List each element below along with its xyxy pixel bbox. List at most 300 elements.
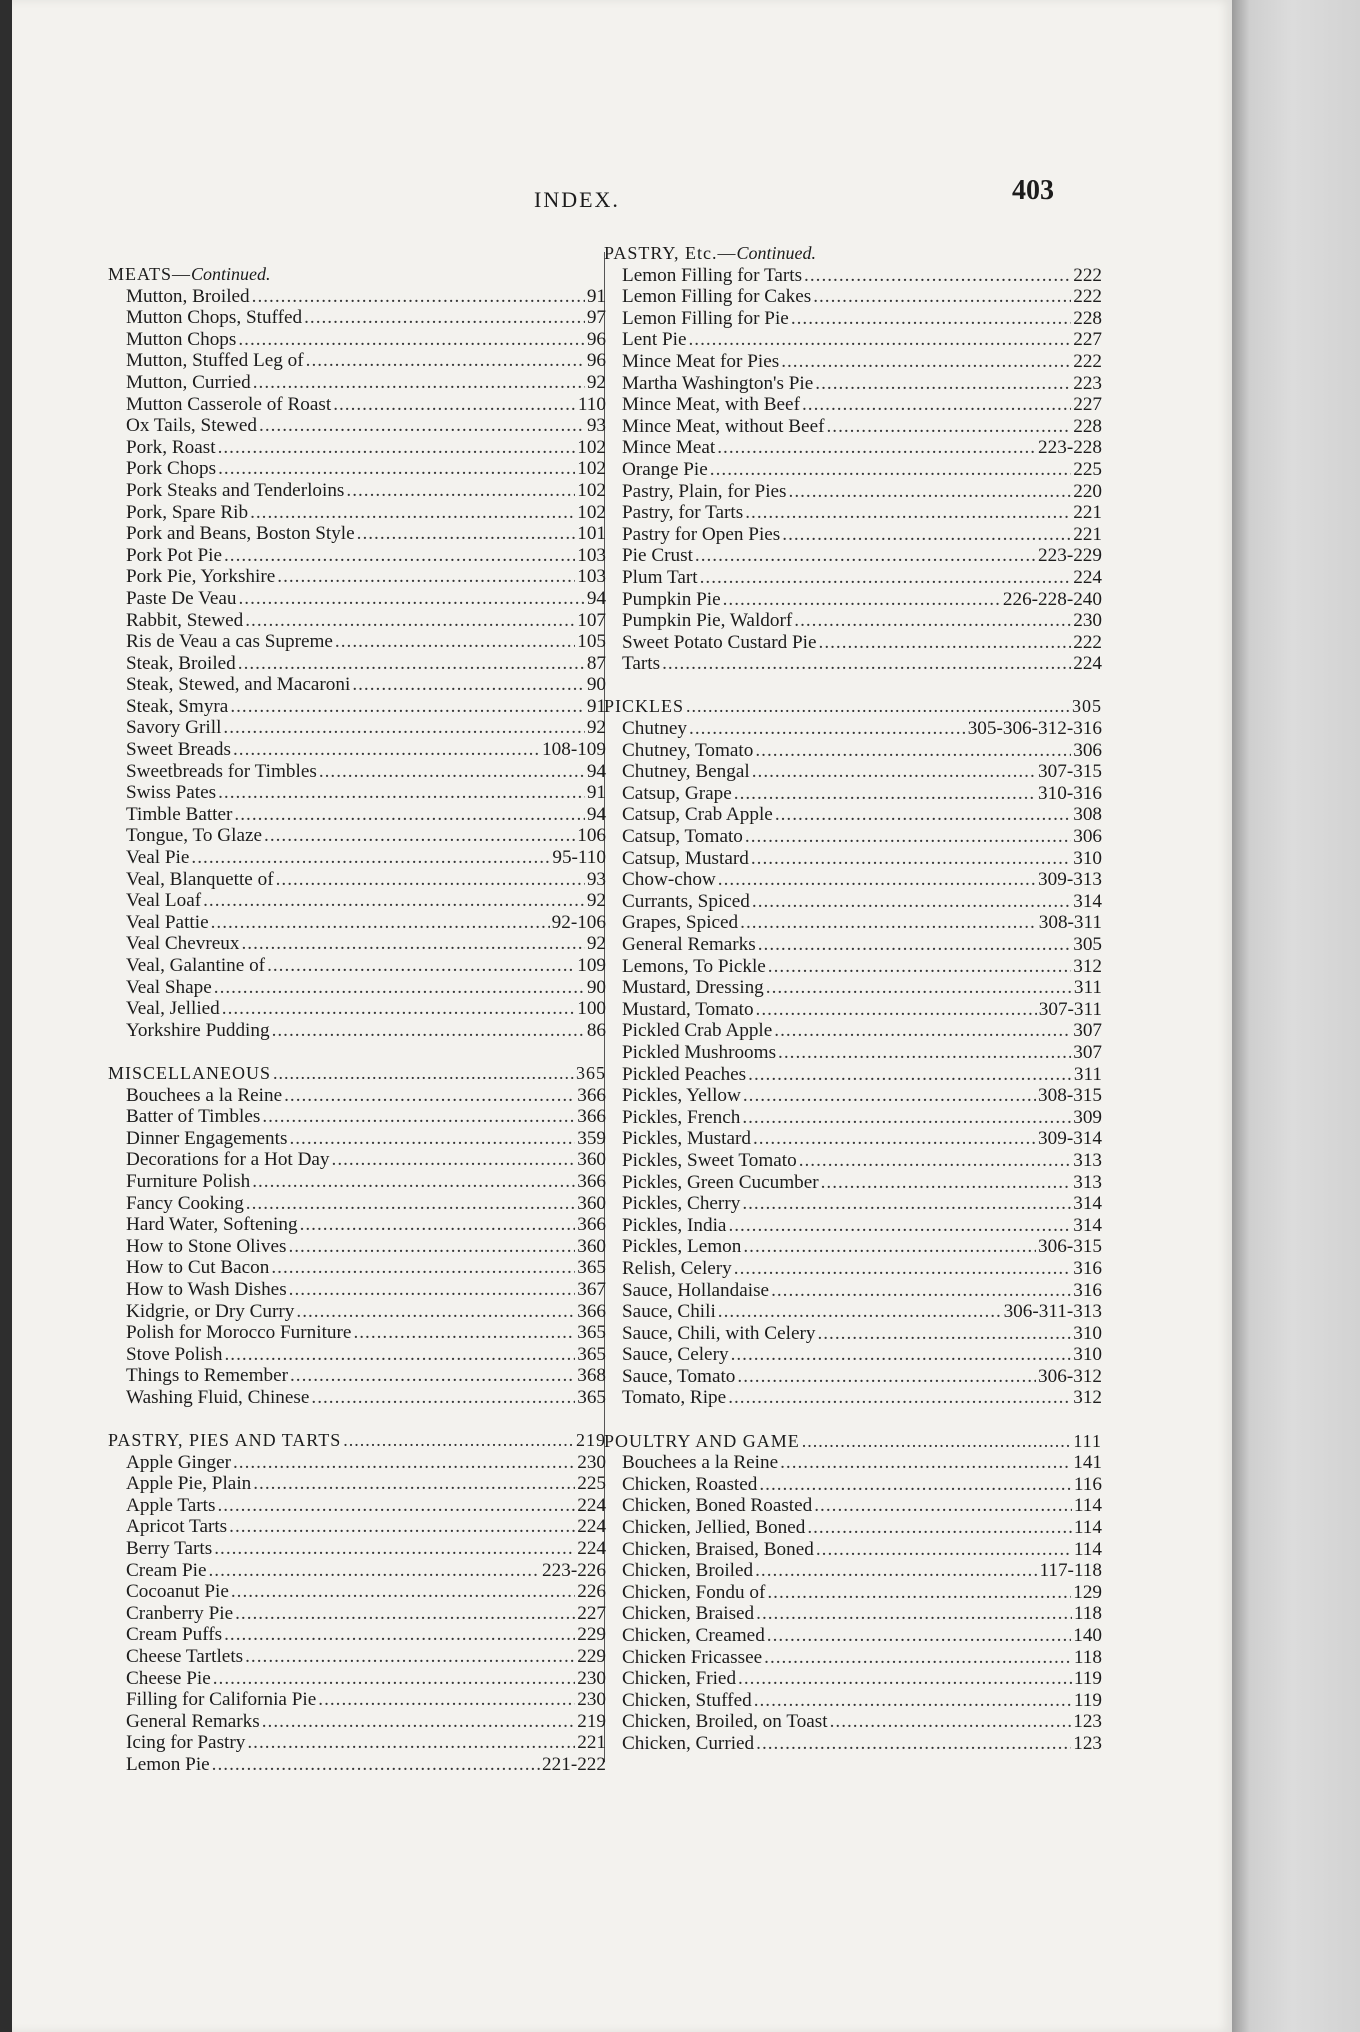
dot-leader [766, 977, 1072, 999]
index-entry-name: Pumpkin Pie [622, 588, 721, 610]
index-entry-page: 102 [577, 458, 606, 480]
dot-leader [224, 545, 575, 567]
dot-leader [238, 588, 584, 610]
index-entry-page: 222 [1073, 350, 1102, 372]
dot-leader [246, 1193, 575, 1215]
index-entry-name: Chicken, Roasted [622, 1473, 758, 1495]
dot-leader [718, 869, 1036, 891]
dot-leader [767, 1582, 1071, 1604]
index-entry-page: 307 [1073, 1041, 1102, 1063]
index-entry [604, 718, 1102, 740]
index-entry-name: Veal, Galantine of [126, 955, 266, 976]
index-entry-page: 96 [586, 328, 606, 350]
index-entry [604, 1323, 1102, 1345]
dot-leader [821, 1172, 1072, 1194]
index-entry [108, 588, 606, 610]
index-entry-name: Steak, Smyra [126, 695, 229, 717]
index-entry [604, 1711, 1102, 1733]
dot-leader [742, 1107, 1071, 1129]
index-entry-page: 223-229 [1038, 545, 1102, 567]
index-entry-page: 108-109 [542, 739, 606, 761]
index-entry-name: Lemon Filling for Cakes [622, 286, 812, 308]
dot-leader [745, 502, 1071, 524]
index-entry-page: 309-314 [1038, 1128, 1102, 1150]
dot-leader [768, 956, 1071, 978]
index-entry-name: Mince Meat, without Beef [622, 415, 825, 437]
index-entry [604, 1495, 1102, 1517]
dot-leader [300, 1214, 576, 1236]
index-entry-name: Mutton Casserole of Roast [126, 393, 332, 415]
index-entry-page: 86 [586, 1019, 606, 1041]
dot-leader [802, 394, 1071, 416]
index-entry-name: How to Cut Bacon [126, 1257, 270, 1279]
index-entry-name: Chicken Fricassee [622, 1646, 763, 1668]
dot-leader [233, 1452, 575, 1474]
dot-leader [830, 1711, 1072, 1733]
dot-leader [731, 1344, 1072, 1366]
index-entry [604, 934, 1102, 956]
dot-leader [272, 1020, 585, 1042]
dot-leader [755, 1560, 1037, 1582]
index-entry-page: 222 [1073, 286, 1102, 308]
index-entry [604, 653, 1102, 675]
index-entry-name: Pickles, Lemon [622, 1236, 742, 1258]
index-entry [108, 912, 606, 934]
dot-leader [241, 933, 584, 955]
dot-leader [245, 1646, 575, 1668]
index-entry [604, 869, 1102, 891]
index-entry-name: Ox Tails, Stewed [126, 415, 258, 437]
index-entry-name: Catsup, Tomato [622, 826, 743, 848]
index-entry-page: 114 [1073, 1538, 1102, 1560]
dot-leader [311, 1387, 575, 1409]
index-entry [108, 1171, 606, 1193]
index-entry-name: Sweetbreads for Timbles [126, 760, 317, 782]
index-entry-name: Relish, Celery [622, 1257, 732, 1279]
index-entry-page: 226-228-240 [1002, 588, 1102, 610]
index-entry [604, 589, 1102, 611]
index-entry [604, 567, 1102, 589]
index-entry-name: Sauce, Hollandaise [622, 1279, 770, 1301]
index-entry [604, 502, 1102, 524]
left-column [108, 264, 606, 1776]
index-entry-page: 94 [586, 587, 606, 609]
index-entry-page: 94 [586, 760, 606, 782]
index-entry-name: Pork Pot Pie [126, 544, 222, 566]
index-entry-page: 92 [586, 933, 606, 955]
dot-leader [775, 804, 1071, 826]
index-entry [108, 955, 606, 977]
index-entry-page: 306 [1073, 739, 1102, 761]
index-entry-name: Lemon Filling for Pie [622, 307, 789, 329]
dot-leader [332, 1149, 576, 1171]
dot-leader [759, 1474, 1072, 1496]
dot-leader [234, 804, 584, 826]
index-entry [108, 1149, 606, 1171]
index-entry-name: Chutney, Bengal [622, 761, 750, 783]
dot-leader [352, 674, 584, 696]
index-entry [108, 804, 606, 826]
section-heading-label: PICKLES [604, 696, 685, 717]
dot-leader [191, 847, 550, 869]
index-entry-page: 230 [577, 1689, 606, 1711]
right-page-edge [1232, 0, 1360, 2032]
index-entry [604, 459, 1102, 481]
index-entry-name: Grapes, Spiced [622, 912, 739, 934]
index-entry [108, 1473, 606, 1495]
dot-leader [819, 632, 1072, 654]
index-entry-page: 93 [586, 868, 606, 890]
dot-leader [700, 567, 1072, 589]
dot-leader [276, 869, 585, 891]
index-entry-page: 91 [586, 782, 606, 804]
dot-leader [662, 653, 1071, 675]
index-entry-name: Apple Pie, Plain [126, 1473, 252, 1495]
dot-leader [222, 998, 575, 1020]
index-entry-name: Catsup, Mustard [622, 847, 749, 869]
index-entry-name: Chicken, Fondu of [622, 1581, 766, 1603]
index-entry-name: Veal Chevreux [126, 933, 240, 955]
index-entry [108, 1085, 606, 1107]
index-entry [604, 1647, 1102, 1669]
index-entry-page: 93 [586, 415, 606, 437]
index-entry [108, 1581, 606, 1603]
index-entry-name: Veal Pattie [126, 911, 209, 933]
index-entry [108, 782, 606, 804]
index-entry-name: Pickles, French [622, 1106, 741, 1128]
index-entry-page: 307 [1073, 1020, 1102, 1042]
index-entry-page: 230 [577, 1451, 606, 1473]
dot-leader [794, 610, 1071, 632]
index-entry-page: 222 [1073, 631, 1102, 653]
index-entry-page: 310 [1073, 847, 1102, 869]
index-entry-name: Furniture Polish [126, 1170, 251, 1192]
index-entry [604, 394, 1102, 416]
index-entry-page: 123 [1073, 1732, 1102, 1754]
index-entry-page: 359 [577, 1127, 606, 1149]
index-entry [604, 1344, 1102, 1366]
index-entry-name: Bouchees a la Reine [126, 1084, 283, 1106]
index-entry [604, 956, 1102, 978]
index-entry-name: Plum Tart [622, 566, 698, 588]
dot-leader [277, 566, 575, 588]
dot-leader [218, 782, 585, 804]
dot-leader [771, 1280, 1071, 1302]
index-entry-name: Fancy Cooking [126, 1192, 244, 1214]
book-page [12, 0, 1232, 2032]
section-gap [108, 1041, 606, 1063]
dot-leader [289, 1279, 576, 1301]
dot-leader [751, 848, 1071, 870]
index-entry-page: 92-106 [551, 911, 606, 933]
index-entry-page: 221 [577, 1732, 606, 1754]
section-heading [604, 1431, 1102, 1453]
index-entry [108, 1344, 606, 1366]
index-entry [108, 1020, 606, 1042]
index-entry-name: Currants, Spiced [622, 890, 750, 912]
index-entry-page: 366 [577, 1300, 606, 1322]
index-entry [604, 1474, 1102, 1496]
index-entry-page: 305-306-312-316 [967, 718, 1102, 740]
index-entry [108, 523, 606, 545]
dot-leader [756, 999, 1037, 1021]
index-entry-name: Chicken, Jellied, Boned [622, 1517, 806, 1539]
index-entry-name: Mince Meat, with Beef [622, 394, 800, 416]
index-entry [108, 1279, 606, 1301]
index-entry-page: 360 [577, 1235, 606, 1257]
index-entry [108, 286, 606, 308]
index-entry-name: Mutton, Curried [126, 371, 251, 393]
index-entry-name: Chicken, Broiled, on Toast [622, 1711, 828, 1733]
index-entry [108, 847, 606, 869]
index-entry [108, 329, 606, 351]
index-entry [108, 869, 606, 891]
index-entry-name: Washing Fluid, Chinese [126, 1386, 310, 1408]
index-entry-name: Berry Tarts [126, 1538, 213, 1560]
index-entry [604, 416, 1102, 438]
index-entry-page: 129 [1073, 1581, 1102, 1603]
index-entry-page: 308-311 [1038, 912, 1102, 934]
index-entry-page: 114 [1073, 1517, 1102, 1539]
dot-leader [780, 1452, 1071, 1474]
index-entry [108, 458, 606, 480]
dot-leader [791, 308, 1071, 330]
index-entry [108, 610, 606, 632]
index-entry-page: 367 [577, 1278, 606, 1300]
index-entry-name: Apple Ginger [126, 1451, 231, 1473]
section-heading [108, 264, 606, 286]
index-entry-page: 366 [577, 1170, 606, 1192]
section-heading-page: 111 [1073, 1430, 1102, 1451]
index-entry [604, 1280, 1102, 1302]
index-entry-page: 123 [1073, 1711, 1102, 1733]
index-entry [604, 783, 1102, 805]
index-entry [604, 1539, 1102, 1561]
index-entry-page: 224 [1073, 566, 1102, 588]
dot-leader [758, 934, 1071, 956]
dot-leader [782, 524, 1071, 546]
dot-leader [686, 696, 1070, 718]
index-entry-page: 311 [1073, 1063, 1102, 1085]
index-entry [108, 1624, 606, 1646]
index-entry-page: 224 [577, 1494, 606, 1516]
index-entry-page: 223-228 [1038, 437, 1102, 459]
index-entry-page: 366 [577, 1106, 606, 1128]
index-entry [108, 1128, 606, 1150]
dot-leader [815, 373, 1071, 395]
index-entry [604, 891, 1102, 913]
index-entry-name: Pork, Spare Rib [126, 501, 249, 523]
dot-leader [688, 329, 1071, 351]
dot-leader [781, 351, 1071, 373]
index-entry-page: 307-311 [1038, 998, 1102, 1020]
index-entry [604, 1582, 1102, 1604]
index-entry [108, 566, 606, 588]
index-entry-page: 116 [1073, 1473, 1102, 1495]
index-entry-name: Things to Remember [126, 1365, 288, 1387]
index-entry-page: 365 [577, 1257, 606, 1279]
section-gap [108, 1408, 606, 1430]
section-heading [108, 1063, 606, 1085]
index-entry-page: 360 [577, 1149, 606, 1171]
index-entry-page: 316 [1073, 1279, 1102, 1301]
index-entry-page: 95-110 [552, 847, 606, 869]
index-entry-page: 97 [586, 307, 606, 329]
index-entry-name: Pickled Crab Apple [622, 1020, 773, 1042]
index-entry [108, 502, 606, 524]
dot-leader [213, 1668, 575, 1690]
index-entry [604, 1625, 1102, 1647]
index-entry [604, 1215, 1102, 1237]
section-gap [604, 1409, 1102, 1431]
index-entry [108, 437, 606, 459]
index-entry-name: Mince Meat for Pies [622, 350, 780, 372]
dot-leader [288, 1236, 575, 1258]
dot-leader [734, 1258, 1071, 1280]
index-entry-name: Pickles, Mustard [622, 1128, 751, 1150]
index-entry-name: Pickles, India [622, 1214, 727, 1236]
index-entry-name: Mutton, Stuffed Leg of [126, 350, 304, 372]
index-entry-name: Yorkshire Pudding [126, 1019, 270, 1041]
index-entry [108, 1732, 606, 1754]
index-entry-page: 118 [1073, 1646, 1102, 1668]
dot-leader [267, 955, 575, 977]
dot-leader [223, 717, 584, 739]
index-entry-page: 119 [1073, 1668, 1102, 1690]
index-entry-page: 119 [1073, 1689, 1102, 1711]
dot-leader [211, 912, 550, 934]
index-entry [108, 890, 606, 912]
index-entry-page: 117-118 [1039, 1560, 1102, 1582]
index-entry-name: How to Wash Dishes [126, 1278, 287, 1300]
index-entry-name: Cocoanut Pie [126, 1581, 229, 1603]
index-entry-name: Lent Pie [622, 329, 687, 351]
index-entry-name: Sauce, Tomato [622, 1365, 736, 1387]
dot-leader [718, 1301, 1002, 1323]
index-entry-page: 365 [577, 1343, 606, 1365]
index-entry-page: 106 [577, 825, 606, 847]
index-entry-name: Chicken, Stuffed [622, 1689, 752, 1711]
dot-leader [296, 1301, 575, 1323]
section-heading-label: POULTRY AND GAME [604, 1430, 800, 1451]
index-entry [604, 1172, 1102, 1194]
index-entry [108, 631, 606, 653]
index-entry-page: 221 [1073, 502, 1102, 524]
section-heading [604, 696, 1102, 718]
index-entry-name: Cranberry Pie [126, 1602, 234, 1624]
index-entry-page: 310 [1073, 1322, 1102, 1344]
index-entry-name: Sweet Potato Custard Pie [622, 631, 817, 653]
index-entry [108, 1495, 606, 1517]
dot-leader [238, 653, 585, 675]
index-entry [604, 286, 1102, 308]
dot-leader [230, 696, 584, 718]
dot-leader [689, 718, 966, 740]
index-entry-page: 308 [1073, 804, 1102, 826]
index-entry-page: 221 [1073, 523, 1102, 545]
dot-leader [743, 1236, 1036, 1258]
index-entry [108, 1257, 606, 1279]
dot-leader [343, 1430, 574, 1452]
index-entry-name: Chow-chow [622, 869, 716, 891]
index-entry-name: Cream Pie [126, 1559, 207, 1581]
index-entry-page: 114 [1073, 1495, 1102, 1517]
dot-leader [817, 1323, 1071, 1345]
index-entry-name: Pickles, Yellow [622, 1085, 741, 1107]
index-entry-page: 309-313 [1038, 869, 1102, 891]
dot-leader [208, 1560, 540, 1582]
dot-leader [247, 1732, 575, 1754]
dot-leader [778, 1042, 1071, 1064]
dot-leader [264, 825, 575, 847]
index-entry-page: 308-315 [1038, 1085, 1102, 1107]
index-entry [108, 1452, 606, 1474]
index-entry-page: 90 [586, 674, 606, 696]
dot-leader [224, 1624, 575, 1646]
index-entry [604, 999, 1102, 1021]
dot-leader [238, 329, 584, 351]
index-entry-name: Chicken, Creamed [622, 1625, 765, 1646]
dot-leader [259, 415, 585, 437]
index-entry-name: Sauce, Chili [622, 1301, 716, 1323]
index-entry [108, 394, 606, 416]
index-entry-name: Martha Washington's Pie [622, 372, 814, 394]
dot-leader [710, 459, 1071, 481]
index-entry-page: 316 [1073, 1257, 1102, 1279]
index-entry [108, 717, 606, 739]
dot-leader [271, 1257, 575, 1279]
dot-leader [695, 545, 1036, 567]
index-entry-name: Lemons, To Pickle [622, 955, 766, 977]
index-entry-page: 91 [586, 695, 606, 717]
index-entry-page: 368 [577, 1365, 606, 1387]
index-entry-name: Cheese Tartlets [126, 1646, 244, 1667]
index-entry [108, 1106, 606, 1128]
index-entry [108, 545, 606, 567]
index-entry-page: 360 [577, 1192, 606, 1214]
index-entry-name: Cream Puffs [126, 1624, 223, 1646]
index-entry-name: How to Stone Olives [126, 1235, 287, 1257]
dot-leader [789, 481, 1072, 503]
index-entry [604, 1301, 1102, 1323]
index-entry [108, 1560, 606, 1582]
index-entry-page: 109 [577, 955, 606, 976]
index-entry-name: Pickled Peaches [622, 1063, 747, 1085]
dot-leader [754, 1690, 1072, 1712]
index-entry [108, 1193, 606, 1215]
index-entry [108, 1365, 606, 1387]
index-entry-page: 102 [577, 501, 606, 523]
dot-leader [214, 1538, 575, 1560]
index-entry [604, 1517, 1102, 1539]
index-entry [604, 1064, 1102, 1086]
index-entry-page: 224 [577, 1538, 606, 1560]
index-entry-page: 224 [577, 1516, 606, 1538]
dot-leader [353, 1322, 575, 1344]
index-entry-name: Pickles, Cherry [622, 1193, 741, 1215]
index-entry-page: 92 [586, 890, 606, 912]
dot-leader [357, 523, 576, 545]
index-entry-name: Sauce, Chili, with Celery [622, 1322, 816, 1344]
index-entry [604, 1603, 1102, 1625]
dot-leader [745, 826, 1071, 848]
index-entry-page: 103 [577, 544, 606, 566]
index-entry [604, 373, 1102, 395]
dot-leader [807, 1517, 1072, 1539]
index-entry [604, 1452, 1102, 1474]
dot-leader [212, 1754, 540, 1776]
index-entry-page: 223 [1073, 372, 1102, 394]
